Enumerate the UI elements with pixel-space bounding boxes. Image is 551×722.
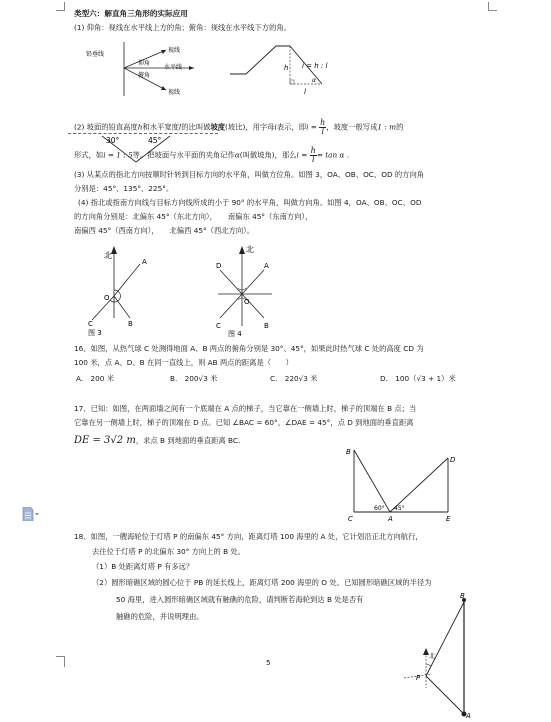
label-sight-down: 视线 — [168, 89, 181, 96]
fig4-caption: 图 4 — [228, 330, 242, 338]
label-horizontal: 水平线 — [164, 64, 183, 71]
angle-30-label: 30° — [106, 136, 120, 145]
slope-alpha-label: α — [312, 77, 316, 84]
q18-sub2-line2: 50 海里，进入圆形暗礁区域就有触礁的危险，请判断若海轮到达 B 处是否有 — [116, 595, 364, 604]
q17-b-label: B — [346, 448, 351, 456]
item2-line2: 形式，如i = 1 : 5等。把坡面与水平面的夹角记作α(叫做坡角)，那么i = $\frac{h}{l}$ = tan α . — [74, 146, 350, 164]
figure-3-bearing — [84, 242, 164, 338]
q18-a-label: A — [466, 712, 471, 720]
elevation-depression-figure — [84, 38, 204, 100]
frac-h-over-l: $\frac{h}{l}$ — [320, 118, 326, 136]
fig3-o-label: O — [104, 294, 110, 302]
fig3-a-label: A — [142, 258, 147, 266]
q16-option-c: C. 220√3 米 — [270, 374, 318, 383]
fig3-c-label: C — [88, 320, 93, 328]
fig4-north-label: 北 — [246, 245, 254, 254]
item3-text: (3) 从某点的指北方向按顺时针转到目标方向的水平角，叫做方位角。如图 3，OA、OB、OC、OD 的方向角 — [74, 170, 425, 179]
fig4-o-label: O — [244, 298, 250, 306]
fig4-b-label: B — [264, 322, 269, 330]
q17-d-label: D — [450, 456, 456, 464]
fig4-d-label: D — [216, 262, 222, 270]
slope-figure — [228, 42, 328, 102]
q18-sub1: （1）B 处距离灯塔 P 有多远？ — [92, 562, 194, 571]
item4-line2: 的方向角分别是：北偏东 45°（东北方向）， 南偏东 45°（东南方向）， — [74, 212, 313, 221]
fig3-north-label: 北 — [104, 251, 112, 260]
q18-line1: 18、如图，一艘海轮位于灯塔 P 的南偏东 45° 方向，距离灯塔 100 海里的 A 处，它计划沿正北方向航行， — [74, 532, 423, 541]
item4-text: (4) 指北或指南方向线与目标方向线所成的小于 90° 的水平角，叫做方向角。如图 4，OA、OB、OC、OD — [78, 198, 422, 207]
label-elevation: 仰角 — [138, 60, 151, 67]
q17-a-label: A — [388, 515, 393, 523]
q17-c-label: C — [348, 515, 353, 523]
angle-45-label: 45° — [148, 136, 162, 145]
document-icon[interactable] — [22, 506, 40, 520]
fig3-caption: 图 3 — [88, 329, 102, 337]
q18-line2: 去往位于灯塔 P 的北偏东 30° 方向上的 B 处。 — [92, 547, 246, 556]
crop-mark-top-right — [488, 2, 497, 11]
crop-mark-bottom-left — [56, 656, 65, 667]
q18-b-label: B — [460, 592, 465, 600]
label-depression: 俯角 — [138, 72, 151, 79]
q18-sub2-line3: 触礁的危险，并说明理由。 — [116, 612, 204, 621]
fig4-c-label: C — [216, 322, 221, 330]
q18-sub2-line1: （2）圆形暗礁区域的圆心位于 PB 的延长线上，距离灯塔 200 海里的 O 处。已知圆形暗礁区域的半径为 — [92, 578, 432, 587]
slope-l-label: l — [304, 88, 306, 96]
q17-e-label: E — [446, 515, 451, 523]
item2-line1: (2) 坡面的铅直高度h和水平宽度l的比叫做坡度(坡比)，用字母i表示，即i = $\frac{h}{l}$ ，坡度一般写成1 : m的 — [74, 118, 404, 136]
q17-line3: DE = 3√2 m，求点 B 到地面的垂直距离 BC. — [74, 435, 241, 446]
crop-mark-top-left — [56, 2, 65, 11]
item4-line3: 南偏西 45°（西南方向）， 北偏西 45°（西北方向）。 — [74, 226, 255, 235]
label-sight-up: 视线 — [168, 47, 181, 54]
q18-north-label: 北 — [429, 653, 436, 660]
item1-text: (1) 仰角：视线在水平线上方的角；俯角：视线在水平线下方的角。 — [74, 23, 291, 32]
q16-option-b: B. 200√3 米 — [170, 374, 218, 383]
item3-line2: 分别是：45°、135°、225°。 — [74, 184, 174, 193]
q16-option-a: A. 200 米 — [76, 374, 115, 383]
q16-option-d: D. 100（√3 + 1）米 — [380, 374, 456, 383]
fig4-a-label: A — [264, 262, 269, 270]
q18-p-label: P — [416, 674, 421, 682]
figure-4-direction — [214, 242, 294, 338]
section-title: 类型六：解直角三角形的实际应用 — [74, 9, 188, 18]
page-number: 5 — [266, 658, 271, 667]
q16-line1: 16、如图，从热气球 C 处测得地面 A、B 两点的俯角分别是 30°、45°，如果此时热气球 C 处的高度 CD 为 — [74, 344, 424, 353]
q17-line1: 17、已知：如图，在两面墙之间有一个底端在 A 点的梯子，当它靠在一侧墙上时，梯子的顶端在 B 点；当 — [74, 404, 417, 413]
slope-ratio-label: i = h : l — [302, 62, 328, 70]
label-vertical: 铅垂线 — [86, 51, 105, 58]
q17-angle-60: 60° — [374, 505, 385, 512]
fig3-b-label: B — [128, 320, 133, 328]
q16-line2: 100 米，点 A、D、B 在同一直线上，则 AB 两点的距离是（ ） — [74, 358, 293, 367]
q18-lighthouse-figure — [396, 592, 476, 720]
frac-h-over-l-2: $\frac{h}{l}$ — [310, 146, 316, 164]
q17-angle-45: 45° — [394, 505, 405, 512]
q17-ladder-figure — [340, 444, 460, 524]
slope-h-label: h — [284, 64, 289, 72]
q17-line2: 它靠在另一侧墙上时，梯子的顶端在 D 点。已知 ∠BAC = 60°，∠DAE = 45°，点 D 到地面的垂直距离 — [74, 418, 414, 427]
